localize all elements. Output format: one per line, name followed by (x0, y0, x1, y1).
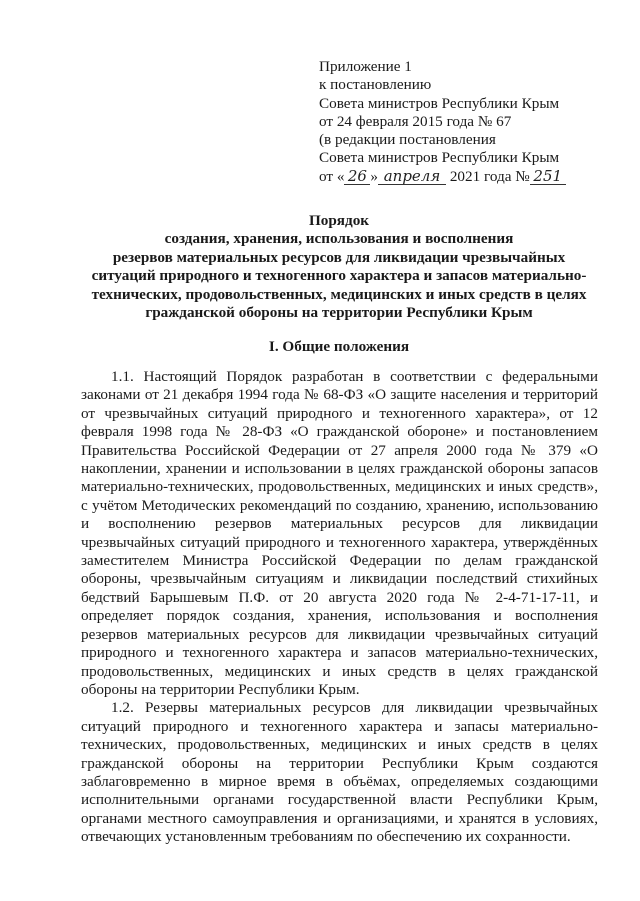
document-title (40, 212, 638, 322)
section-heading: I. Общие положения (268, 338, 410, 355)
appendix-block (319, 58, 566, 186)
document-number-field (530, 166, 566, 185)
date-prefix: от « (319, 167, 345, 185)
title-line: резервов материальных ресурсов для ликвидации чрезвычайных (112, 248, 566, 266)
title-line: технических, продовольственных, медицинских и иных средств в целях (91, 285, 587, 303)
title-line: Порядок (308, 212, 370, 229)
appendix-line: Приложение 1 (319, 58, 412, 75)
appendix-line: к постановлению (319, 76, 432, 94)
paragraph-1-2: 1.2. Резервы материальных ресурсов для ликвидации чрезвычайных ситуаций природного и техногенного характера и запасы материально-технических, продовольственных, медицинских и иных средств в целях гражданской обороны на территории Республики Крым создаются заблаговременно в мирное время в объёмах, определяемых создающими исполнительными органами государственной власти Республики Крым, органами местного самоуправления и организациями, и хранятся в условиях, отвечающих установленным требованиям по обеспечению их сохранности. (81, 699, 598, 846)
date-suffix: 2021 года № (446, 167, 530, 185)
date-day-field (344, 166, 370, 185)
title-line: гражданской обороны на территории Республики Крым (145, 304, 533, 322)
handwritten-month: апреля (383, 166, 441, 185)
title-line: ситуаций природного и техногенного характера и запасов материально- (91, 267, 587, 285)
paragraph-1-1: 1.1. Настоящий Порядок разработан в соответствии с федеральными законами от 21 декабря 1994 года № 68-ФЗ «О защите населения и территорий от чрезвычайных ситуаций природного и техногенного характера», от 12 февраля 1998 года № 28-ФЗ «О гражданской обороне» и постановлением Правительства Российской Федерации от 27 апреля 2000 года № 379 «О накоплении, хранении и использовании в целях гражданской обороны запасов материально-технических, продовольственных, медицинских и иных средств», с учётом Методических рекомендаций по созданию, хранению, использованию и восполнению резервов материальных ресурсов для ликвидации чрезвычайных ситуаций природного и техногенного характера, утверждённых заместителем Министра Российской Федерации по делам гражданской обороны, чрезвычайным ситуациям и ликвидации последствий стихийных бедствий Барышевым П.Ф. от 20 августа 2020 года № 2-4-71-17-11, и определяет порядок создания, хранения, использования и восполнения резервов материальных ресурсов для ликвидации чрезвычайных ситуаций природного и техногенного характера и запасов материально-технических, продовольственных, медицинских и иных средств в целях гражданской обороны на территории Республики Крым. (81, 368, 598, 698)
amendment-date-line (319, 168, 566, 186)
date-mid: » (370, 167, 379, 185)
date-month-field (378, 166, 446, 185)
title-line: создания, хранения, использования и восполнения (164, 230, 514, 248)
handwritten-number: 251 (533, 166, 563, 185)
document-body (81, 368, 598, 847)
appendix-line: (в редакции постановления (319, 131, 496, 149)
appendix-line: Совета министров Республики Крым (319, 94, 560, 112)
appendix-line: Совета министров Республики Крым (319, 149, 560, 167)
appendix-line: от 24 февраля 2015 года № 67 (319, 112, 512, 130)
handwritten-day: 26 (347, 166, 367, 185)
